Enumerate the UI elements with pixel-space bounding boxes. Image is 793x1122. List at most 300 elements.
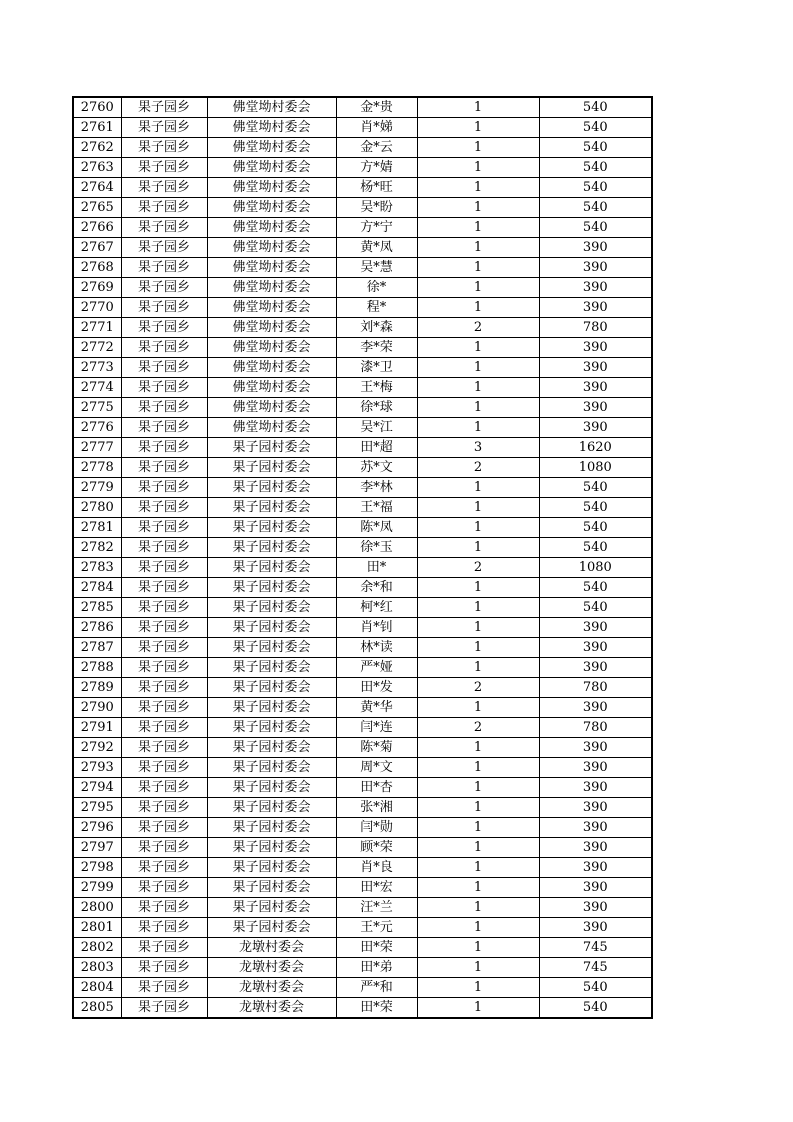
serial-number-cell: 2776 (73, 418, 121, 438)
name-cell: 金*云 (336, 138, 417, 158)
township-cell: 果子园乡 (121, 678, 207, 698)
household-count-cell: 1 (417, 898, 539, 918)
amount-cell: 390 (539, 838, 652, 858)
township-cell: 果子园乡 (121, 478, 207, 498)
township-cell: 果子园乡 (121, 158, 207, 178)
village-committee-cell: 果子园村委会 (207, 538, 336, 558)
serial-number-cell: 2764 (73, 178, 121, 198)
township-cell: 果子园乡 (121, 278, 207, 298)
table-row (73, 838, 652, 858)
village-committee-cell: 果子园村委会 (207, 518, 336, 538)
serial-number-cell: 2793 (73, 758, 121, 778)
village-committee-cell: 果子园村委会 (207, 818, 336, 838)
township-cell: 果子园乡 (121, 658, 207, 678)
household-count-cell: 1 (417, 398, 539, 418)
name-cell: 林*读 (336, 638, 417, 658)
name-cell: 严*娅 (336, 658, 417, 678)
amount-cell: 390 (539, 778, 652, 798)
village-committee-cell: 佛堂坳村委会 (207, 318, 336, 338)
amount-cell: 390 (539, 738, 652, 758)
township-cell: 果子园乡 (121, 378, 207, 398)
name-cell: 闫*连 (336, 718, 417, 738)
table-row (73, 658, 652, 678)
table-row (73, 818, 652, 838)
table-row (73, 858, 652, 878)
household-count-cell: 2 (417, 678, 539, 698)
township-cell: 果子园乡 (121, 438, 207, 458)
amount-cell: 390 (539, 358, 652, 378)
table-row (73, 698, 652, 718)
household-count-cell: 2 (417, 718, 539, 738)
serial-number-cell: 2762 (73, 138, 121, 158)
household-count-cell: 1 (417, 638, 539, 658)
township-cell: 果子园乡 (121, 878, 207, 898)
village-committee-cell: 佛堂坳村委会 (207, 158, 336, 178)
table-row (73, 218, 652, 238)
township-cell: 果子园乡 (121, 818, 207, 838)
serial-number-cell: 2777 (73, 438, 121, 458)
serial-number-cell: 2792 (73, 738, 121, 758)
township-cell: 果子园乡 (121, 138, 207, 158)
village-committee-cell: 果子园村委会 (207, 898, 336, 918)
serial-number-cell: 2766 (73, 218, 121, 238)
amount-cell: 540 (539, 178, 652, 198)
village-committee-cell: 果子园村委会 (207, 698, 336, 718)
table-row (73, 438, 652, 458)
household-count-cell: 1 (417, 738, 539, 758)
village-committee-cell: 佛堂坳村委会 (207, 358, 336, 378)
household-count-cell: 2 (417, 558, 539, 578)
household-count-cell: 1 (417, 938, 539, 958)
serial-number-cell: 2789 (73, 678, 121, 698)
amount-cell: 390 (539, 618, 652, 638)
serial-number-cell: 2770 (73, 298, 121, 318)
amount-cell: 780 (539, 718, 652, 738)
household-count-cell: 1 (417, 258, 539, 278)
amount-cell: 390 (539, 698, 652, 718)
township-cell: 果子园乡 (121, 638, 207, 658)
data-table (72, 96, 653, 1019)
amount-cell: 745 (539, 958, 652, 978)
name-cell: 王*福 (336, 498, 417, 518)
table-row (73, 638, 652, 658)
serial-number-cell: 2799 (73, 878, 121, 898)
household-count-cell: 1 (417, 378, 539, 398)
village-committee-cell: 佛堂坳村委会 (207, 218, 336, 238)
amount-cell: 390 (539, 338, 652, 358)
township-cell: 果子园乡 (121, 998, 207, 1019)
amount-cell: 1080 (539, 558, 652, 578)
table-row (73, 298, 652, 318)
name-cell: 周*文 (336, 758, 417, 778)
household-count-cell: 1 (417, 278, 539, 298)
name-cell: 徐* (336, 278, 417, 298)
serial-number-cell: 2772 (73, 338, 121, 358)
township-cell: 果子园乡 (121, 398, 207, 418)
serial-number-cell: 2784 (73, 578, 121, 598)
amount-cell: 540 (539, 518, 652, 538)
serial-number-cell: 2796 (73, 818, 121, 838)
table-row (73, 898, 652, 918)
household-count-cell: 1 (417, 478, 539, 498)
township-cell: 果子园乡 (121, 338, 207, 358)
village-committee-cell: 龙墩村委会 (207, 998, 336, 1019)
township-cell: 果子园乡 (121, 458, 207, 478)
household-count-cell: 1 (417, 778, 539, 798)
amount-cell: 390 (539, 298, 652, 318)
serial-number-cell: 2781 (73, 518, 121, 538)
serial-number-cell: 2763 (73, 158, 121, 178)
township-cell: 果子园乡 (121, 558, 207, 578)
name-cell: 肖*良 (336, 858, 417, 878)
table-row (73, 758, 652, 778)
amount-cell: 540 (539, 978, 652, 998)
household-count-cell: 1 (417, 358, 539, 378)
amount-cell: 390 (539, 278, 652, 298)
table-row (73, 738, 652, 758)
household-count-cell: 1 (417, 178, 539, 198)
table-row (73, 198, 652, 218)
township-cell: 果子园乡 (121, 958, 207, 978)
name-cell: 田* (336, 558, 417, 578)
amount-cell: 745 (539, 938, 652, 958)
serial-number-cell: 2771 (73, 318, 121, 338)
amount-cell: 540 (539, 97, 652, 118)
household-count-cell: 2 (417, 458, 539, 478)
township-cell: 果子园乡 (121, 198, 207, 218)
table-row (73, 458, 652, 478)
serial-number-cell: 2783 (73, 558, 121, 578)
township-cell: 果子园乡 (121, 298, 207, 318)
household-count-cell: 1 (417, 878, 539, 898)
serial-number-cell: 2797 (73, 838, 121, 858)
name-cell: 漆*卫 (336, 358, 417, 378)
amount-cell: 390 (539, 378, 652, 398)
name-cell: 黄*华 (336, 698, 417, 718)
household-count-cell: 1 (417, 818, 539, 838)
township-cell: 果子园乡 (121, 978, 207, 998)
table-row (73, 978, 652, 998)
village-committee-cell: 果子园村委会 (207, 598, 336, 618)
village-committee-cell: 佛堂坳村委会 (207, 418, 336, 438)
amount-cell: 1080 (539, 458, 652, 478)
amount-cell: 390 (539, 858, 652, 878)
table-row (73, 998, 652, 1019)
household-count-cell: 3 (417, 438, 539, 458)
name-cell: 吴*盼 (336, 198, 417, 218)
household-count-cell: 1 (417, 158, 539, 178)
serial-number-cell: 2802 (73, 938, 121, 958)
table-row (73, 578, 652, 598)
village-committee-cell: 果子园村委会 (207, 718, 336, 738)
township-cell: 果子园乡 (121, 238, 207, 258)
township-cell: 果子园乡 (121, 178, 207, 198)
amount-cell: 390 (539, 798, 652, 818)
township-cell: 果子园乡 (121, 218, 207, 238)
household-count-cell: 1 (417, 198, 539, 218)
household-count-cell: 1 (417, 978, 539, 998)
household-count-cell: 1 (417, 578, 539, 598)
name-cell: 吴*慧 (336, 258, 417, 278)
household-count-cell: 1 (417, 498, 539, 518)
amount-cell: 390 (539, 238, 652, 258)
village-committee-cell: 龙墩村委会 (207, 958, 336, 978)
household-count-cell: 1 (417, 698, 539, 718)
table-row (73, 598, 652, 618)
table-row (73, 778, 652, 798)
name-cell: 金*贵 (336, 97, 417, 118)
village-committee-cell: 佛堂坳村委会 (207, 298, 336, 318)
serial-number-cell: 2768 (73, 258, 121, 278)
village-committee-cell: 龙墩村委会 (207, 938, 336, 958)
name-cell: 张*湘 (336, 798, 417, 818)
village-committee-cell: 佛堂坳村委会 (207, 178, 336, 198)
name-cell: 徐*球 (336, 398, 417, 418)
village-committee-cell: 龙墩村委会 (207, 978, 336, 998)
name-cell: 田*宏 (336, 878, 417, 898)
village-committee-cell: 果子园村委会 (207, 498, 336, 518)
township-cell: 果子园乡 (121, 518, 207, 538)
name-cell: 徐*玉 (336, 538, 417, 558)
village-committee-cell: 果子园村委会 (207, 798, 336, 818)
village-committee-cell: 佛堂坳村委会 (207, 258, 336, 278)
table-row (73, 238, 652, 258)
name-cell: 李*荣 (336, 338, 417, 358)
amount-cell: 540 (539, 598, 652, 618)
household-count-cell: 1 (417, 418, 539, 438)
table-row (73, 538, 652, 558)
serial-number-cell: 2779 (73, 478, 121, 498)
amount-cell: 390 (539, 918, 652, 938)
table-row (73, 358, 652, 378)
village-committee-cell: 佛堂坳村委会 (207, 198, 336, 218)
household-count-cell: 1 (417, 338, 539, 358)
amount-cell: 540 (539, 498, 652, 518)
township-cell: 果子园乡 (121, 738, 207, 758)
village-committee-cell: 果子园村委会 (207, 738, 336, 758)
table-row (73, 418, 652, 438)
table-row (73, 378, 652, 398)
household-count-cell: 1 (417, 998, 539, 1019)
village-committee-cell: 佛堂坳村委会 (207, 378, 336, 398)
serial-number-cell: 2780 (73, 498, 121, 518)
table-row (73, 518, 652, 538)
amount-cell: 390 (539, 638, 652, 658)
name-cell: 田*弟 (336, 958, 417, 978)
household-count-cell: 1 (417, 518, 539, 538)
name-cell: 黄*凤 (336, 238, 417, 258)
name-cell: 陈*凤 (336, 518, 417, 538)
name-cell: 陈*菊 (336, 738, 417, 758)
household-count-cell: 1 (417, 598, 539, 618)
village-committee-cell: 佛堂坳村委会 (207, 398, 336, 418)
name-cell: 肖*娣 (336, 118, 417, 138)
table-row (73, 258, 652, 278)
village-committee-cell: 果子园村委会 (207, 858, 336, 878)
township-cell: 果子园乡 (121, 498, 207, 518)
township-cell: 果子园乡 (121, 418, 207, 438)
village-committee-cell: 果子园村委会 (207, 838, 336, 858)
name-cell: 田*超 (336, 438, 417, 458)
village-committee-cell: 佛堂坳村委会 (207, 138, 336, 158)
township-cell: 果子园乡 (121, 97, 207, 118)
table-row (73, 398, 652, 418)
amount-cell: 540 (539, 538, 652, 558)
table-row (73, 558, 652, 578)
table-row (73, 918, 652, 938)
serial-number-cell: 2769 (73, 278, 121, 298)
amount-cell: 540 (539, 478, 652, 498)
amount-cell: 390 (539, 878, 652, 898)
name-cell: 田*荣 (336, 938, 417, 958)
amount-cell: 390 (539, 818, 652, 838)
village-committee-cell: 果子园村委会 (207, 438, 336, 458)
name-cell: 田*发 (336, 678, 417, 698)
household-count-cell: 1 (417, 798, 539, 818)
village-committee-cell: 果子园村委会 (207, 578, 336, 598)
table-row (73, 138, 652, 158)
serial-number-cell: 2774 (73, 378, 121, 398)
amount-cell: 540 (539, 138, 652, 158)
serial-number-cell: 2761 (73, 118, 121, 138)
amount-cell: 390 (539, 418, 652, 438)
name-cell: 顾*荣 (336, 838, 417, 858)
serial-number-cell: 2786 (73, 618, 121, 638)
township-cell: 果子园乡 (121, 618, 207, 638)
name-cell: 余*和 (336, 578, 417, 598)
township-cell: 果子园乡 (121, 758, 207, 778)
village-committee-cell: 果子园村委会 (207, 658, 336, 678)
name-cell: 汪*兰 (336, 898, 417, 918)
household-count-cell: 1 (417, 97, 539, 118)
household-count-cell: 1 (417, 958, 539, 978)
table-row (73, 158, 652, 178)
township-cell: 果子园乡 (121, 838, 207, 858)
household-count-cell: 1 (417, 138, 539, 158)
table-row (73, 178, 652, 198)
township-cell: 果子园乡 (121, 938, 207, 958)
name-cell: 田*杏 (336, 778, 417, 798)
township-cell: 果子园乡 (121, 358, 207, 378)
household-count-cell: 1 (417, 858, 539, 878)
name-cell: 程* (336, 298, 417, 318)
serial-number-cell: 2760 (73, 97, 121, 118)
amount-cell: 390 (539, 658, 652, 678)
serial-number-cell: 2794 (73, 778, 121, 798)
serial-number-cell: 2775 (73, 398, 121, 418)
village-committee-cell: 佛堂坳村委会 (207, 338, 336, 358)
household-count-cell: 1 (417, 238, 539, 258)
table-row (73, 678, 652, 698)
amount-cell: 540 (539, 218, 652, 238)
amount-cell: 540 (539, 578, 652, 598)
table-body (73, 97, 652, 1018)
name-cell: 杨*旺 (336, 178, 417, 198)
table-row (73, 798, 652, 818)
serial-number-cell: 2798 (73, 858, 121, 878)
table-row (73, 118, 652, 138)
household-count-cell: 1 (417, 658, 539, 678)
serial-number-cell: 2767 (73, 238, 121, 258)
name-cell: 王*元 (336, 918, 417, 938)
village-committee-cell: 果子园村委会 (207, 918, 336, 938)
name-cell: 刘*森 (336, 318, 417, 338)
amount-cell: 390 (539, 398, 652, 418)
village-committee-cell: 果子园村委会 (207, 458, 336, 478)
name-cell: 吴*江 (336, 418, 417, 438)
serial-number-cell: 2805 (73, 998, 121, 1019)
amount-cell: 390 (539, 758, 652, 778)
township-cell: 果子园乡 (121, 318, 207, 338)
village-committee-cell: 果子园村委会 (207, 778, 336, 798)
village-committee-cell: 佛堂坳村委会 (207, 97, 336, 118)
amount-cell: 540 (539, 198, 652, 218)
amount-cell: 540 (539, 118, 652, 138)
serial-number-cell: 2803 (73, 958, 121, 978)
household-count-cell: 1 (417, 838, 539, 858)
serial-number-cell: 2773 (73, 358, 121, 378)
village-committee-cell: 佛堂坳村委会 (207, 278, 336, 298)
name-cell: 柯*红 (336, 598, 417, 618)
table-row (73, 278, 652, 298)
township-cell: 果子园乡 (121, 698, 207, 718)
table-row (73, 618, 652, 638)
name-cell: 田*荣 (336, 998, 417, 1019)
household-count-cell: 1 (417, 618, 539, 638)
household-count-cell: 1 (417, 298, 539, 318)
serial-number-cell: 2801 (73, 918, 121, 938)
township-cell: 果子园乡 (121, 918, 207, 938)
amount-cell: 780 (539, 318, 652, 338)
serial-number-cell: 2795 (73, 798, 121, 818)
amount-cell: 540 (539, 998, 652, 1019)
name-cell: 李*林 (336, 478, 417, 498)
village-committee-cell: 果子园村委会 (207, 618, 336, 638)
serial-number-cell: 2791 (73, 718, 121, 738)
serial-number-cell: 2778 (73, 458, 121, 478)
village-committee-cell: 佛堂坳村委会 (207, 118, 336, 138)
table-row (73, 478, 652, 498)
household-count-cell: 1 (417, 118, 539, 138)
name-cell: 方*宁 (336, 218, 417, 238)
township-cell: 果子园乡 (121, 778, 207, 798)
township-cell: 果子园乡 (121, 258, 207, 278)
household-count-cell: 2 (417, 318, 539, 338)
table-row (73, 498, 652, 518)
serial-number-cell: 2788 (73, 658, 121, 678)
village-committee-cell: 果子园村委会 (207, 878, 336, 898)
table-row (73, 878, 652, 898)
serial-number-cell: 2800 (73, 898, 121, 918)
table-row (73, 938, 652, 958)
table-row (73, 338, 652, 358)
amount-cell: 540 (539, 158, 652, 178)
name-cell: 方*婧 (336, 158, 417, 178)
amount-cell: 390 (539, 898, 652, 918)
table-row (73, 958, 652, 978)
township-cell: 果子园乡 (121, 798, 207, 818)
household-count-cell: 1 (417, 918, 539, 938)
village-committee-cell: 果子园村委会 (207, 558, 336, 578)
table-row (73, 718, 652, 738)
village-committee-cell: 果子园村委会 (207, 678, 336, 698)
name-cell: 肖*钊 (336, 618, 417, 638)
amount-cell: 390 (539, 258, 652, 278)
village-committee-cell: 果子园村委会 (207, 478, 336, 498)
table-row (73, 97, 652, 118)
village-committee-cell: 佛堂坳村委会 (207, 238, 336, 258)
township-cell: 果子园乡 (121, 118, 207, 138)
